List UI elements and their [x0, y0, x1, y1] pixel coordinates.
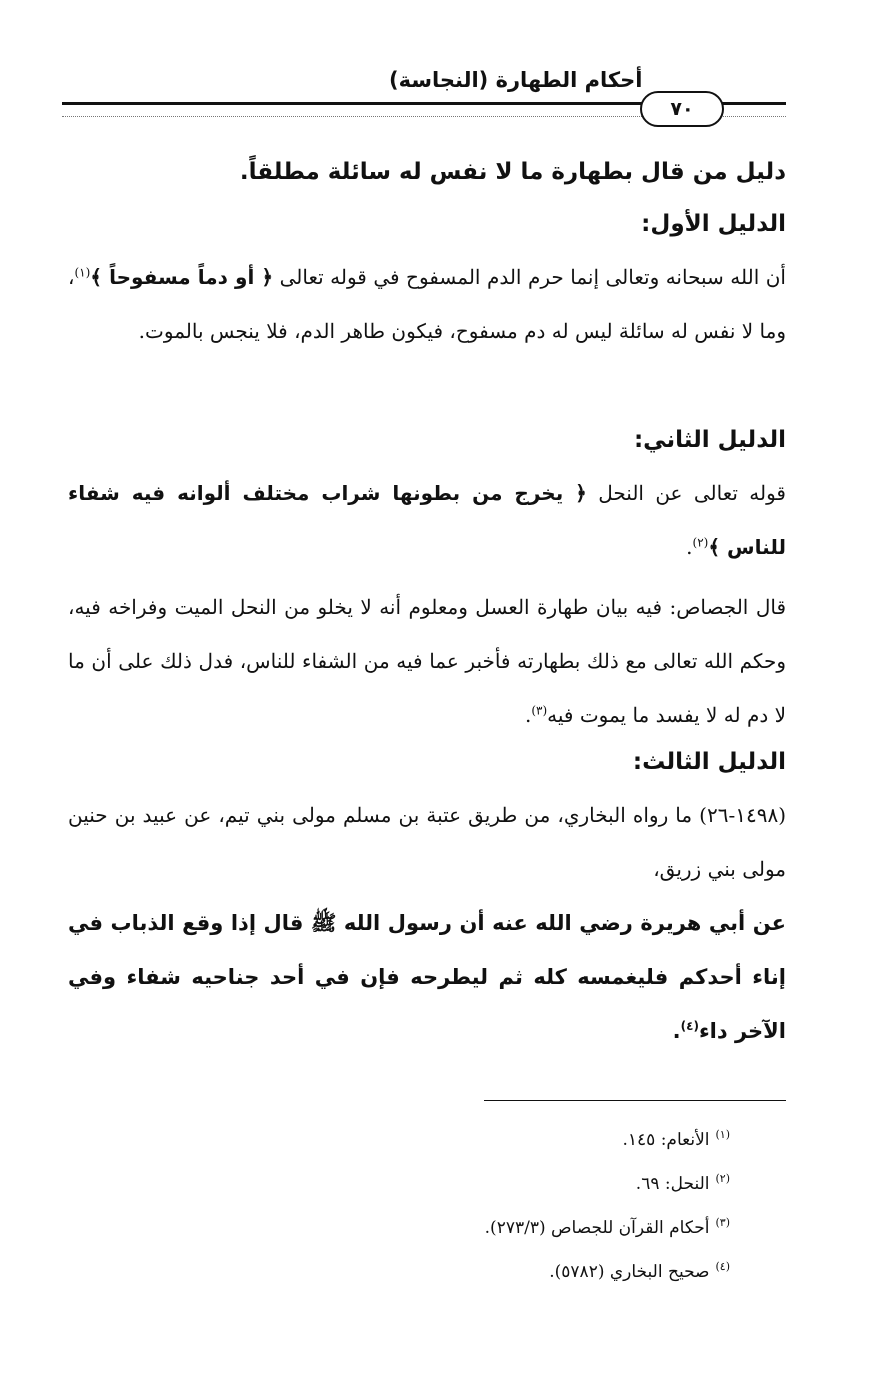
- evidence-two: [68, 414, 786, 742]
- footnotes: [80, 1118, 730, 1294]
- evidence-one-text: أن الله سبحانه وتعالى إنما حرم الدم المسفوح في قوله تعالى: [273, 265, 786, 289]
- footnote-item: [80, 1250, 730, 1294]
- isnad-text: (١٤٩٨-٢٦) ما رواه البخاري، من طريق عتبة بن مسلم مولى بني تيم، عن عبيد بن حنين مولى بني زريق،: [68, 803, 786, 881]
- evidence-two-paragraph: [68, 466, 786, 574]
- hadith-text-block: [68, 896, 786, 1058]
- evidence-one-paragraph: [68, 250, 786, 358]
- evidence-three: [68, 736, 786, 1058]
- footnote-number: (٣): [715, 1216, 730, 1230]
- section-heading: دليل من قال بطهارة ما لا نفس له سائلة مطلقاً.: [239, 159, 786, 185]
- running-header-title: أحكام الطهارة (النجاسة): [389, 68, 643, 92]
- footnote-text: النحل: ٦٩.: [635, 1174, 710, 1194]
- footnote-ref[interactable]: (١): [74, 265, 91, 280]
- period: .: [672, 1019, 681, 1043]
- period: .: [524, 703, 532, 727]
- footnote-number: (٢): [715, 1172, 730, 1186]
- evidence-two-heading: الدليل الثاني:: [633, 427, 786, 453]
- footnote-ref[interactable]: (٣): [531, 703, 548, 718]
- section-heading-block: [68, 146, 786, 198]
- hadith-text: عن أبي هريرة رضي الله عنه أن رسول الله ﷺ قال إذا وقع الذباب في إناء أحدكم فليغمسه كله ثم ليطرحه فإن في أحد جناحيه شفاء وفي الآخر داء: [68, 911, 786, 1043]
- footnote-text: أحكام القرآن للجصاص (٢٧٣/٣).: [484, 1218, 710, 1238]
- quran-verse: ﴿ يخرج من بطونها شراب مختلف ألوانه فيه شفاء للناس ﴾: [68, 481, 786, 559]
- jassas-quote: [68, 580, 786, 742]
- footnote-ref[interactable]: (٤): [680, 1019, 699, 1033]
- evidence-one: [68, 198, 786, 358]
- period: .: [686, 535, 693, 559]
- footnote-number: (١): [715, 1128, 730, 1142]
- evidence-three-heading: الدليل الثالث:: [632, 749, 786, 775]
- footnote-item: [80, 1162, 730, 1206]
- footnote-text: صحيح البخاري (٥٧٨٢).: [549, 1262, 710, 1282]
- quran-verse: ﴿ أو دماً مسفوحاً ﴾: [90, 265, 274, 289]
- page-number-badge: ٧٠: [640, 91, 724, 127]
- footnote-ref[interactable]: (٢): [692, 535, 709, 550]
- jassas-quote-text: قال الجصاص: فيه بيان طهارة العسل ومعلوم أنه لا يخلو من النحل الميت وفراخه فيه، وحكم الله تعالى مع ذلك بطهارته فأخبر عما فيه من الشفاء للناس، فدل ذلك على أن ما لا دم له لا يفسد ما يموت فيه: [68, 595, 786, 727]
- footnote-item: [80, 1206, 730, 1250]
- footnote-item: [80, 1118, 730, 1162]
- footnote-separator: [484, 1100, 786, 1101]
- footnote-text: الأنعام: ١٤٥.: [622, 1130, 710, 1150]
- evidence-one-text-cont: ، وما لا نفس له سائلة ليس له دم مسفوح، فيكون طاهر الدم، فلا ينجس بالموت.: [68, 265, 786, 343]
- evidence-two-text: قوله تعالى عن النحل: [586, 481, 786, 505]
- footnote-number: (٤): [715, 1260, 730, 1274]
- evidence-one-heading: الدليل الأول:: [641, 211, 786, 237]
